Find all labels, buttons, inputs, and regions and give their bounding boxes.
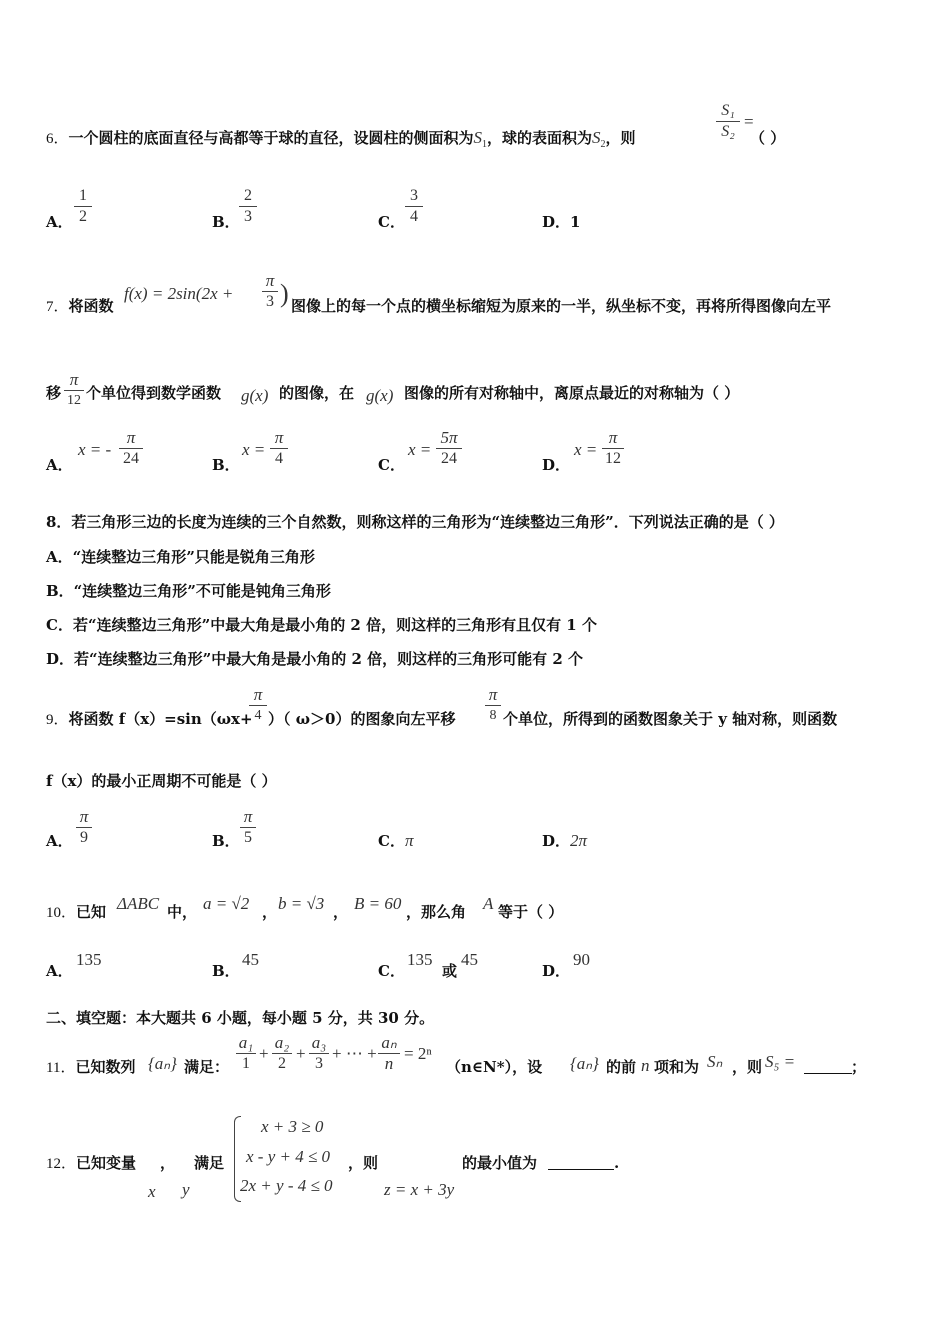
q11-dots: + ⋯ + bbox=[332, 1044, 377, 1063]
q7-option-c-prefix: x = bbox=[408, 440, 432, 459]
q6-option-b-value: 2 3 bbox=[239, 187, 257, 226]
q10-a-value: a = √2 bbox=[203, 894, 250, 913]
q11-sequence: {aₙ} bbox=[148, 1054, 177, 1073]
q12-stem-d: 的最小值为 bbox=[462, 1154, 538, 1172]
q12-end: . bbox=[614, 1154, 620, 1172]
q12-answer-blank[interactable] bbox=[548, 1169, 614, 1170]
q7-stem-label: 7．将函数 bbox=[46, 297, 114, 315]
q12-var-y: y bbox=[182, 1180, 190, 1199]
q10-triangle: ΔABC bbox=[117, 894, 160, 913]
q11-end: ； bbox=[851, 1058, 867, 1076]
q6-option-c-value: 3 4 bbox=[405, 187, 423, 226]
q9-option-a: A． bbox=[46, 832, 73, 850]
q12-stem-c: ，则 bbox=[348, 1154, 379, 1172]
q10-option-c: C． bbox=[378, 962, 405, 980]
q6-option-c: C． bbox=[378, 213, 405, 231]
q9-option-d: D．2π bbox=[542, 831, 588, 850]
q6-option-b: B． bbox=[212, 213, 240, 231]
q6-option-a: A． bbox=[46, 213, 73, 231]
q12-stem-b: 满足 bbox=[194, 1154, 225, 1172]
q10-option-d: D． bbox=[542, 962, 571, 980]
q9-option-b-frac: π 5 bbox=[240, 808, 256, 847]
q10-option-b: B． bbox=[212, 962, 240, 980]
q6-option-d: D．1 bbox=[542, 213, 581, 231]
q11-condition: （n∈N*），设 bbox=[446, 1058, 543, 1076]
q6-number: 6． bbox=[46, 131, 69, 147]
q7-option-b-frac: π 4 bbox=[270, 429, 288, 468]
q6-equals: = bbox=[744, 112, 754, 131]
q7-line2-c: 的图像，在 bbox=[279, 384, 355, 402]
q7-function: f(x) = 2sin(2x + bbox=[124, 284, 234, 303]
q10-angle-b: B = 60 bbox=[354, 894, 402, 913]
q7-option-a-frac: π 24 bbox=[119, 429, 143, 468]
q12-constraint-2: x - y + 4 ≤ 0 bbox=[246, 1147, 331, 1166]
q7-option-c: C． bbox=[378, 456, 405, 474]
q7-option-a-prefix: x = - bbox=[78, 440, 112, 459]
q7-option-d: D． bbox=[542, 456, 571, 474]
q10-option-b-value: 45 bbox=[242, 950, 259, 969]
q10-comma2: ， bbox=[333, 903, 349, 921]
q9-option-a-frac: π 9 bbox=[76, 808, 92, 847]
q7-gx: g(x) bbox=[241, 386, 269, 405]
q9-stem-line2: f（x）的最小正周期不可能是（ ） bbox=[46, 772, 277, 790]
q9-stem-a: 9．将函数 f（x）=sin（ωx+ bbox=[46, 710, 253, 728]
q7-line2-d: 图像的所有对称轴中，离原点最近的对称轴为（ ） bbox=[404, 384, 740, 402]
q7-line2-b: 个单位得到数学函数 bbox=[86, 384, 222, 402]
q7-option-d-frac: π 12 bbox=[602, 429, 624, 468]
q10-stem-a: 10．已知 bbox=[46, 903, 107, 921]
q11-stem-a: 11．已知数列 bbox=[46, 1058, 136, 1076]
q10-angle-a: A bbox=[483, 894, 494, 913]
q11-term-3: a₃ 3 bbox=[309, 1034, 329, 1073]
q10-stem-c: ，那么角 bbox=[406, 903, 467, 921]
q10-stem-b: 中， bbox=[167, 903, 198, 921]
q11-stem-b: 满足： bbox=[184, 1058, 230, 1076]
q11-plus-2: + bbox=[296, 1044, 306, 1063]
q9-stem-c: 个单位，所得到的函数图象关于 y 轴对称，则函数 bbox=[503, 710, 838, 728]
q6-stem: 6．一个圆柱的底面直径与高都等于球的直径，设圆柱的侧面积为$S_1$，球的表面积为$S_2$，则 bbox=[46, 128, 636, 150]
q9-option-c: C．π bbox=[378, 831, 414, 850]
q11-rhs: = 2ⁿ bbox=[404, 1044, 432, 1063]
q7-line2-a: 移 bbox=[46, 384, 62, 402]
q11-sn: Sₙ bbox=[707, 1052, 723, 1071]
q11-term-1: a₁ 1 bbox=[236, 1034, 256, 1073]
q9-stem-b: ）（ ω＞0）的图象向左平移 bbox=[268, 710, 456, 728]
q7-option-d-prefix: x = bbox=[574, 440, 598, 459]
q7-shift-frac: π 12 bbox=[64, 371, 84, 410]
q12-constraint-3: 2x + y - 4 ≤ 0 bbox=[240, 1176, 333, 1195]
q6-ratio: S₁ S₂ bbox=[716, 102, 740, 141]
q11-stem-d: 项和为 bbox=[654, 1058, 700, 1076]
q12-constraint-1: x + 3 ≥ 0 bbox=[261, 1117, 324, 1136]
q8-option-d: D．若“连续整边三角形”中最大角是最小角的 2 倍，则这样的三角形可能有 2 个 bbox=[46, 650, 584, 668]
q10-comma1: ， bbox=[262, 903, 278, 921]
q10-option-a: A． bbox=[46, 962, 73, 980]
q8-option-c: C．若“连续整边三角形”中最大角是最小角的 2 倍，则这样的三角形有且仅有 1 个 bbox=[46, 616, 597, 634]
q7-option-c-frac: 5π 24 bbox=[436, 429, 462, 468]
q9-option-b: B． bbox=[212, 832, 240, 850]
q12-comma: ， bbox=[160, 1154, 176, 1172]
q12-objective: z = x + 3y bbox=[384, 1180, 455, 1199]
q11-term-n: aₙ n bbox=[378, 1034, 400, 1073]
q7-close-paren: ) bbox=[280, 279, 289, 308]
q10-option-c-value2: 45 bbox=[461, 950, 478, 969]
q11-stem-c: 的前 bbox=[606, 1058, 637, 1076]
q7-option-b-prefix: x = bbox=[242, 440, 266, 459]
q11-sequence-2: {aₙ} bbox=[570, 1054, 599, 1073]
q8-stem: 8．若三角形三边的长度为连续的三个自然数，则称这样的三角形为“连续整边三角形”．下列说法正确的是（ ） bbox=[46, 513, 784, 531]
q10-option-c-or: 或 bbox=[442, 962, 458, 980]
q10-option-a-value: 135 bbox=[76, 950, 102, 969]
q6-paren: （ ） bbox=[750, 129, 786, 147]
q8-option-a: A．“连续整边三角形”只能是锐角三角形 bbox=[46, 548, 315, 566]
q7-option-a: A． bbox=[46, 456, 73, 474]
q12-stem-a: 12．已知变量 bbox=[46, 1154, 137, 1172]
q7-gx2: g(x) bbox=[366, 386, 394, 405]
q12-var-x: x bbox=[148, 1182, 156, 1201]
q11-stem-e: ，则 bbox=[732, 1058, 763, 1076]
q10-option-c-value: 135 bbox=[407, 950, 433, 969]
q10-option-d-value: 90 bbox=[573, 950, 590, 969]
q10-b-value: b = √3 bbox=[278, 894, 325, 913]
q11-answer-blank[interactable] bbox=[804, 1073, 852, 1074]
q7-option-b: B． bbox=[212, 456, 240, 474]
q7-pi-over-3: π 3 bbox=[262, 272, 278, 311]
q6-option-a-value: 1 2 bbox=[74, 187, 92, 226]
q11-n: n bbox=[641, 1056, 650, 1075]
q8-option-b: B．“连续整边三角形”不可能是钝角三角形 bbox=[46, 582, 331, 600]
q7-stem-text: 图像上的每一个点的横坐标缩短为原来的一半，纵坐标不变，再将所得图像向左平 bbox=[291, 297, 832, 315]
q9-frac-pi-8: π 8 bbox=[485, 686, 501, 725]
q10-stem-d: 等于（ ） bbox=[498, 903, 564, 921]
q11-plus-1: + bbox=[259, 1044, 269, 1063]
q9-frac-pi-4: π 4 bbox=[249, 686, 267, 725]
q11-s5: S₅ = bbox=[765, 1052, 796, 1071]
q11-term-2: a₂ 2 bbox=[272, 1034, 292, 1073]
section-heading: 二、填空题：本大题共 6 小题，每小题 5 分，共 30 分。 bbox=[46, 1009, 435, 1027]
